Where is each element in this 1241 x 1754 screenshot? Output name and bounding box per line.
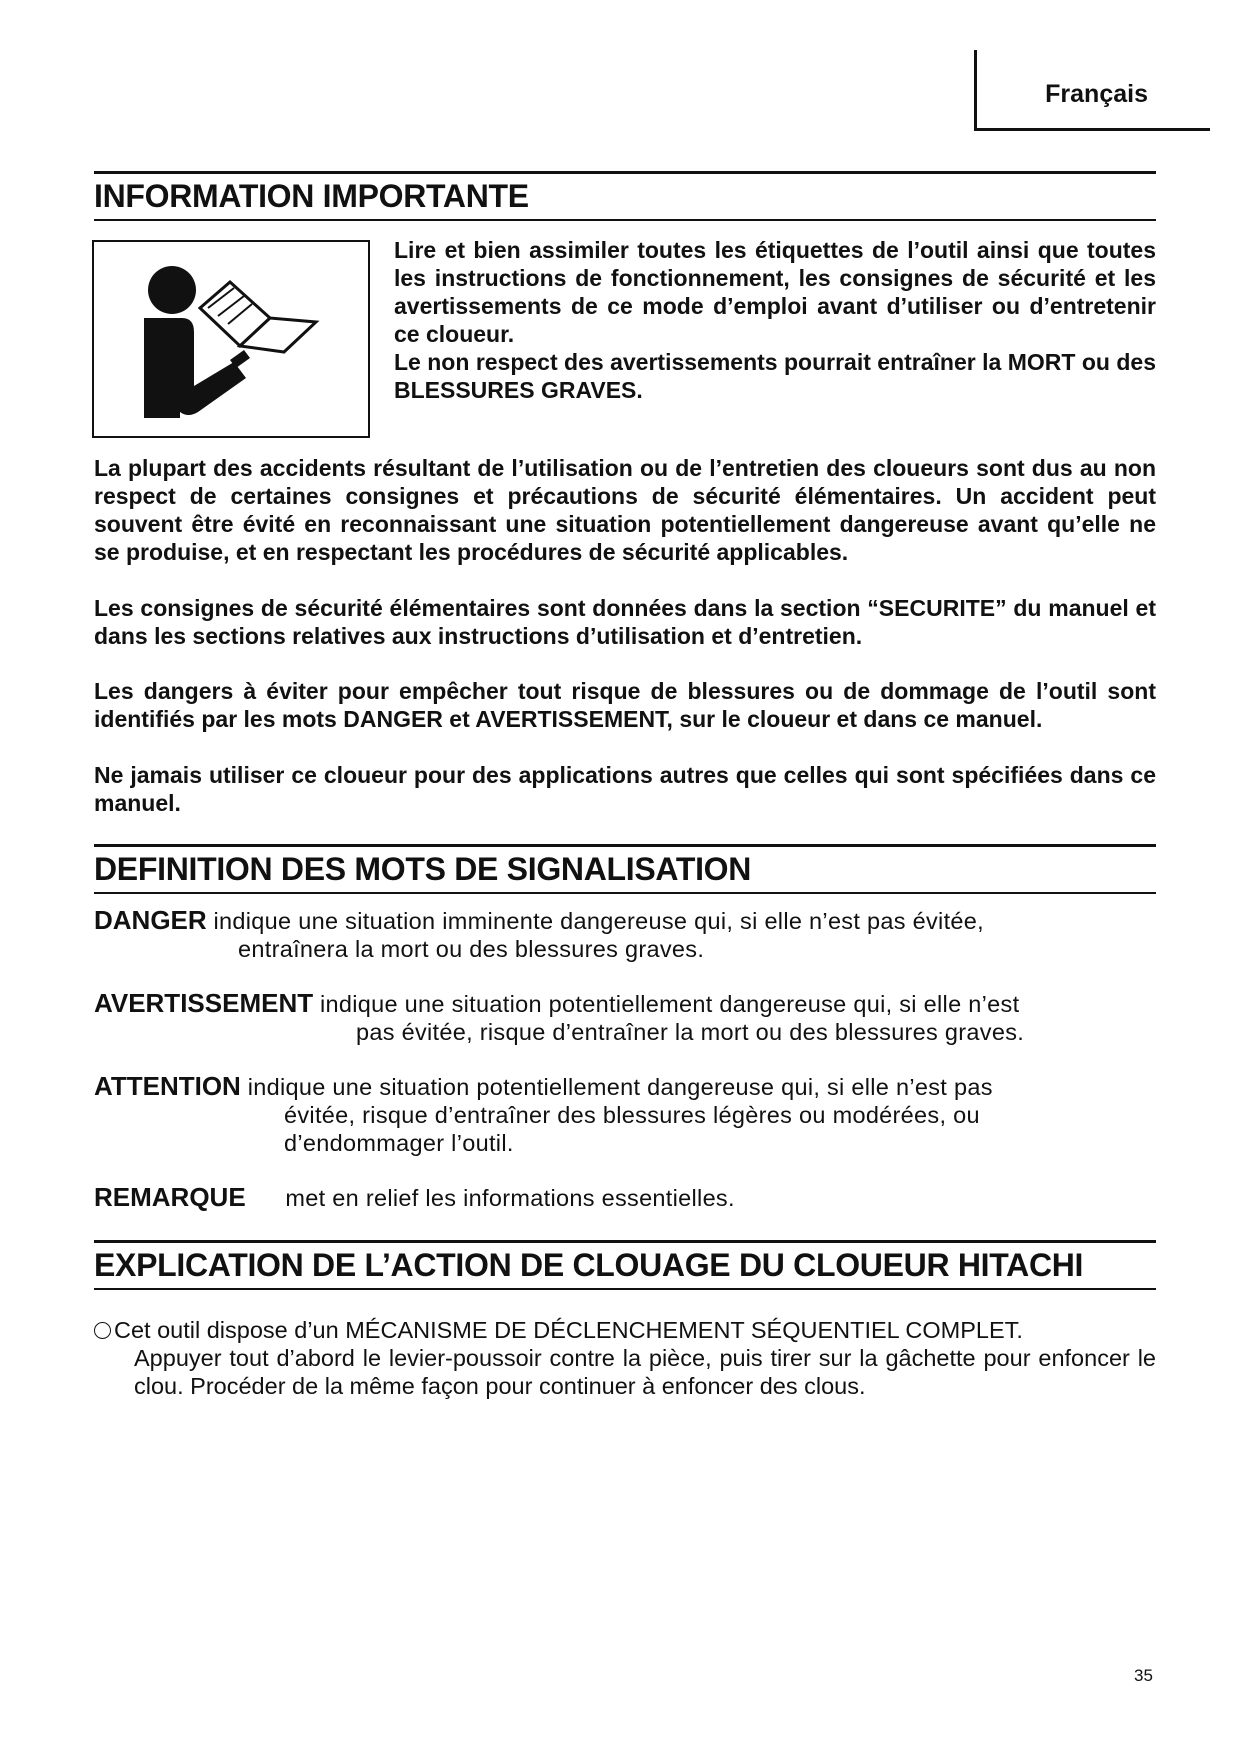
important-intro: [394, 236, 1156, 404]
term-warning: AVERTISSEMENT: [94, 988, 314, 1018]
section-title-explanation: EXPLICATION DE L’ACTION DE CLOUAGE DU CLOUEUR HITACHI: [94, 1240, 1156, 1290]
intro-paragraph-2: Le non respect des avertissements pourrait entraîner la MORT ou des BLESSURES GRAVES.: [394, 349, 1156, 403]
term-danger: DANGER: [94, 905, 207, 935]
term-caution: ATTENTION: [94, 1071, 241, 1101]
danger-line-1: indique une situation imminente dangereuse qui, si elle n’est pas évitée,: [213, 908, 984, 934]
warning-line-1: indique une situation potentiellement dangereuse qui, si elle n’est: [319, 991, 1020, 1017]
person-reading-manual-icon: [94, 242, 368, 436]
page-number: 35: [1134, 1666, 1153, 1685]
warning-line-2: pas évitée, risque d’entraîner la mort ou des blessures graves.: [356, 1019, 1025, 1045]
language-tab: [974, 50, 1210, 131]
paragraph-accidents: La plupart des accidents résultant de l’utilisation ou de l’entretien des cloueurs sont dus au non respect de certaines consignes et précautions de sécurité élémentaires. Un accident peut souvent être évité en reconnaissant une situation potentiellement dangereuse avant qu’elle ne se produise, et en respectant les procédures de sécurité applicables.: [94, 455, 1156, 565]
caution-line-1: indique une situation potentiellement dangereuse qui, si elle n’est pas: [247, 1074, 993, 1100]
circle-bullet-icon: [94, 1322, 111, 1339]
intro-paragraph-1: Lire et bien assimiler toutes les étiquettes de l’outil ainsi que toutes les instructions de fonctionnement, les consignes de sécurité et les avertissements de ce mode d’emploi avant d’utiliser ou d’entretenir ce cloueur.: [394, 237, 1156, 347]
caution-line-2: évitée, risque d’entraîner des blessures légères ou modérées, ou: [284, 1102, 980, 1128]
danger-line-2: entraînera la mort ou des blessures graves.: [238, 936, 705, 962]
section-title-definitions: DEFINITION DES MOTS DE SIGNALISATION: [94, 844, 1156, 894]
language-label: Français: [1045, 80, 1148, 108]
explanation-text: [94, 1316, 1156, 1400]
definition-warning: [94, 989, 1156, 1046]
explanation-line-1: Cet outil dispose d’un MÉCANISME DE DÉCLENCHEMENT SÉQUENTIEL COMPLET.: [114, 1317, 1023, 1343]
caution-line-3: d’endommager l’outil.: [284, 1130, 514, 1156]
definition-caution: [94, 1072, 1156, 1157]
section-title-important: INFORMATION IMPORTANTE: [94, 171, 1156, 221]
definition-danger: [94, 906, 1156, 963]
note-text: met en relief les informations essentielles.: [285, 1185, 735, 1211]
definition-note: [94, 1183, 1156, 1212]
term-note: REMARQUE: [94, 1182, 246, 1212]
read-manual-pictogram: [92, 240, 370, 438]
paragraph-applications: Ne jamais utiliser ce cloueur pour des applications autres que celles qui sont spécifiées dans ce manuel.: [94, 762, 1156, 816]
paragraph-hazards: Les dangers à éviter pour empêcher tout risque de blessures ou de dommage de l’outil sont identifiés par les mots DANGER et AVERTISSEMENT, sur le cloueur et dans ce manuel.: [94, 678, 1156, 732]
paragraph-safety-rules: Les consignes de sécurité élémentaires sont données dans la section “SECURITE” du manuel et dans les sections relatives aux instructions d’utilisation et d’entretien.: [94, 595, 1156, 649]
explanation-rest: Appuyer tout d’abord le levier-poussoir contre la pièce, puis tirer sur la gâchette pour enfoncer le clou. Procéder de la même façon pour continuer à enfoncer des clous.: [134, 1345, 1156, 1399]
